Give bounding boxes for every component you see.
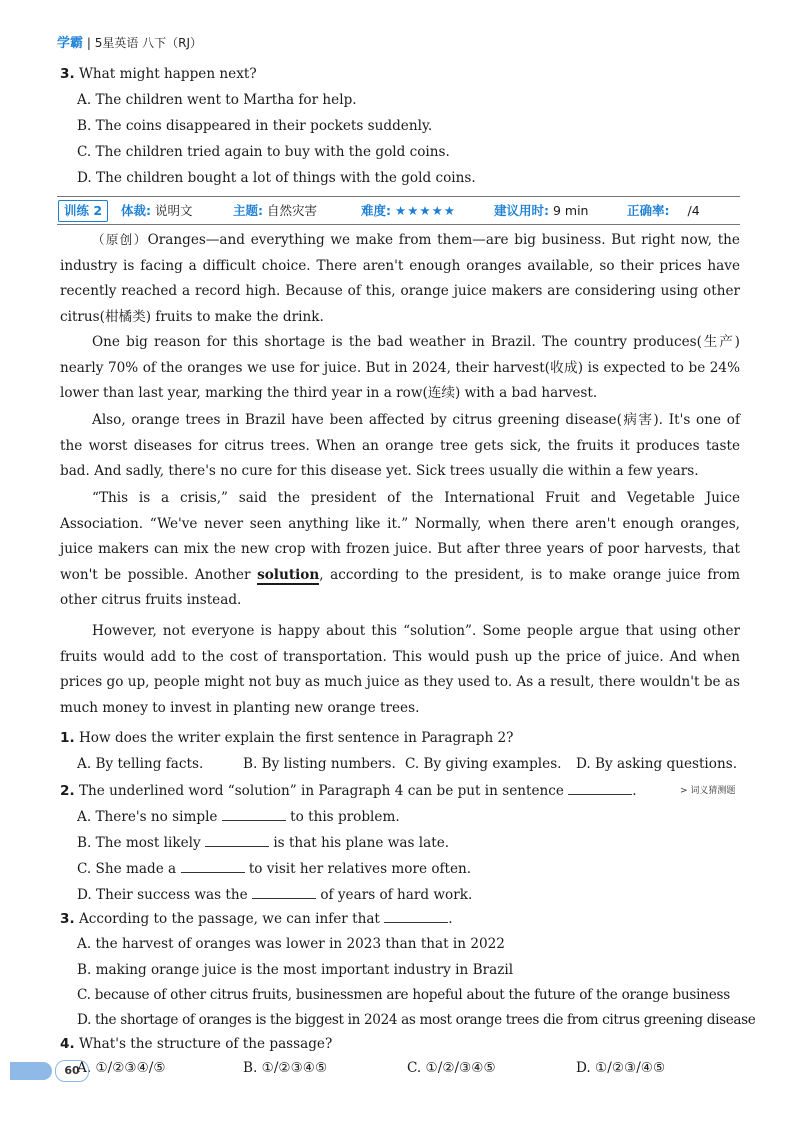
- q4-option-b: B. ①/②③④⑤: [243, 1060, 328, 1076]
- passage-paragraph-3: Also, orange trees in Brazil have been affected by citrus greening disease(病害). It's one of the worst diseases for citrus trees. When an orange tree gets sick, the fruits it produces taste bad. And sadly, there's no cure for this disease yet. Sick trees usually die within a few years.: [60, 412, 740, 480]
- option-text: to visit her relatives more often.: [248, 861, 472, 877]
- q2-option-d: [77, 884, 472, 905]
- answer-blank: [181, 858, 245, 873]
- option-text: of years of hard work.: [320, 887, 473, 903]
- series-title: | 5星英语 八下（RJ）: [86, 36, 203, 50]
- question-number: 2.: [60, 783, 75, 799]
- accuracy-label: 正确率:: [627, 203, 670, 218]
- accuracy: [627, 201, 700, 221]
- accuracy-value: /4: [687, 203, 700, 218]
- question-number: 4.: [60, 1036, 75, 1052]
- time-value: 9 min: [552, 203, 589, 218]
- q1-option-d: D. By asking questions.: [576, 756, 738, 772]
- period: .: [448, 911, 453, 927]
- topic-label: 主题:: [233, 203, 263, 218]
- genre-label: 体裁:: [121, 203, 151, 218]
- q2-option-b: [77, 832, 449, 853]
- training-label: 训练 2: [58, 200, 108, 222]
- genre: [121, 201, 193, 221]
- q2-option-c: [77, 858, 471, 879]
- q1-option-a: A. By telling facts.: [77, 756, 204, 772]
- question-number: 1.: [60, 730, 75, 746]
- training-info-bar: [57, 196, 740, 225]
- question-text: According to the passage, we can infer that: [78, 911, 380, 927]
- answer-blank: [384, 908, 448, 923]
- prev-question: [60, 64, 257, 84]
- answer-blank: [568, 780, 632, 795]
- question-number: 3.: [60, 911, 75, 927]
- question-2: [60, 780, 637, 801]
- underlined-word: solution: [257, 566, 320, 583]
- passage-paragraph-2: One big reason for this shortage is the bad weather in Brazil. The country produces(生产) nearly 70% of the oranges we use for juice. But in 2024, their harvest(收成) is expected to be 24% lower than last year, marking the third year in a row(连续) with a bad harvest.: [60, 334, 740, 402]
- question-3: [60, 908, 453, 929]
- q3-option-b: B. making orange juice is the most important industry in Brazil: [77, 962, 514, 978]
- suggested-time: [494, 201, 588, 221]
- passage-paragraph-1: [60, 227, 740, 330]
- option-text: to this problem.: [290, 809, 400, 825]
- option-text: C. She made a: [77, 861, 177, 877]
- answer-blank: [222, 806, 286, 821]
- difficulty: [361, 201, 456, 221]
- question-1: [60, 728, 513, 748]
- star-icon: ★★★★★: [394, 203, 457, 218]
- passage-paragraph-4: [60, 486, 740, 614]
- option-text: A. There's no simple: [77, 809, 218, 825]
- period: .: [632, 783, 637, 799]
- page-number: 60: [55, 1060, 89, 1082]
- topic-value: 自然灾害: [266, 203, 317, 218]
- answer-blank: [252, 884, 316, 899]
- question-4: [60, 1034, 332, 1054]
- genre-value: 说明文: [154, 203, 193, 218]
- original-tag: （原创）: [92, 232, 148, 247]
- option-text: D. Their success was the: [77, 887, 248, 903]
- q2-option-a: [77, 806, 400, 827]
- prev-option-a: A. The children went to Martha for help.: [77, 92, 357, 108]
- page-header: [57, 32, 202, 51]
- page-bar-decoration: [10, 1062, 52, 1080]
- question-type-tag: > 词义猜测题: [680, 786, 736, 796]
- time-label: 建议用时:: [494, 203, 549, 218]
- prev-option-c: C. The children tried again to buy with the gold coins.: [77, 144, 450, 160]
- question-text: What's the structure of the passage?: [78, 1036, 333, 1052]
- q4-option-d: D. ①/②③/④⑤: [576, 1060, 666, 1076]
- q3-option-a: A. the harvest of oranges was lower in 2023 than that in 2022: [77, 936, 505, 952]
- q4-option-a: A. ①/②③④/⑤: [77, 1060, 166, 1076]
- option-text: is that his plane was late.: [273, 835, 450, 851]
- prev-option-b: B. The coins disappeared in their pockets suddenly.: [77, 118, 433, 134]
- paragraph-text: , according to the president, is to make orange juice from other citrus fruits instead.: [60, 566, 740, 609]
- question-number: 3.: [60, 66, 75, 82]
- difficulty-label: 难度:: [361, 203, 391, 218]
- q3-option-d: D. the shortage of oranges is the biggest in 2024 as most orange trees die from citrus greening disease: [77, 1012, 756, 1028]
- q3-option-c: C. because of other citrus fruits, businessmen are hopeful about the future of the orange business: [77, 987, 731, 1003]
- question-text: What might happen next?: [78, 66, 257, 82]
- passage-paragraph-5: However, not everyone is happy about this “solution”. Some people argue that using other fruits would add to the cost of transportation. This would push up the price of juice. And when prices go up, people might not buy as much juice as they used to. As a result, there wouldn't be as much money to invest in planting new orange trees.: [60, 623, 740, 716]
- question-text: How does the writer explain the first sentence in Paragraph 2?: [78, 730, 514, 746]
- paragraph-text: “This is a crisis,” said the president of the International Fruit and Vegetable Juice Association. “We've never seen anything like it.” Normally, when there aren't enough oranges, juice makers can mix the new crop with frozen juice. But after three years of poor harvests, that won't be possible. Another: [60, 490, 740, 583]
- prev-option-d: D. The children bought a lot of things with the gold coins.: [77, 170, 476, 186]
- q1-option-c: C. By giving examples.: [405, 756, 562, 772]
- brand-logo: 学霸: [57, 36, 84, 51]
- paragraph-text: Oranges—and everything we make from them—are big business. But right now, the industry is facing a difficult choice. There aren't enough oranges available, so their prices have recently reached a record high. Because of this, orange juice makers are considering using other citrus(柑橘类) fruits to make the drink.: [60, 232, 740, 325]
- option-text: B. The most likely: [77, 835, 201, 851]
- question-text: The underlined word “solution” in Paragraph 4 can be put in sentence: [78, 783, 564, 799]
- q1-option-b: B. By listing numbers.: [243, 756, 396, 772]
- topic: [233, 201, 317, 221]
- q4-option-c: C. ①/②/③④⑤: [407, 1060, 496, 1076]
- answer-blank: [205, 832, 269, 847]
